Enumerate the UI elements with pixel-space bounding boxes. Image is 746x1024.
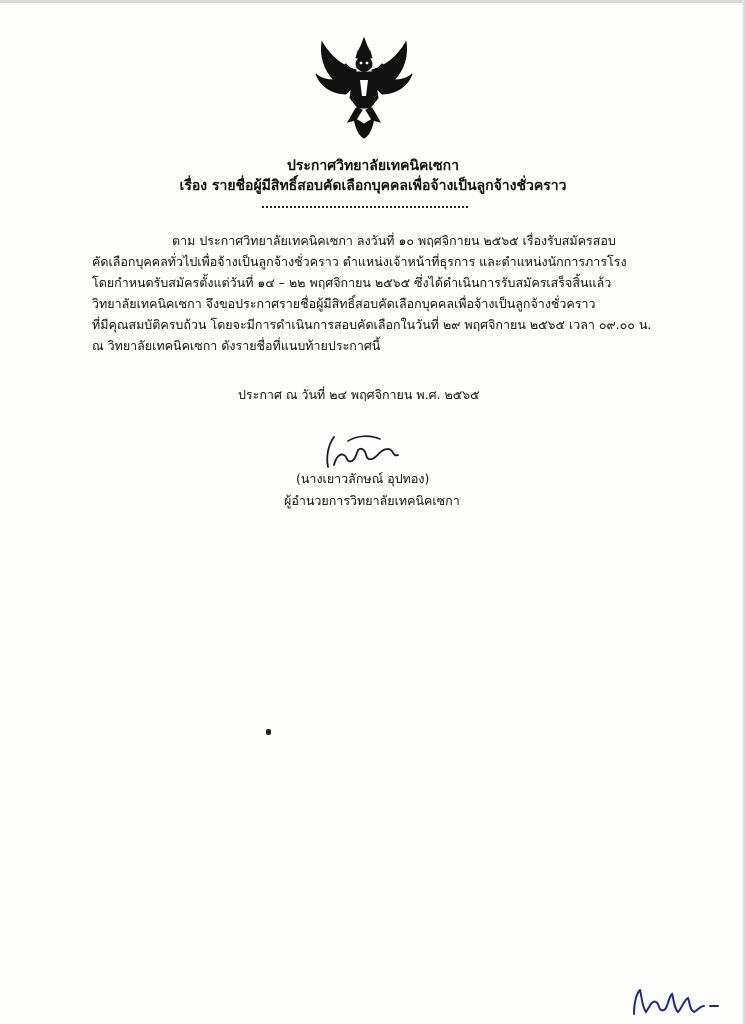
scan-edge-right xyxy=(742,0,746,1024)
announcement-title: ประกาศวิทยาลัยเทคนิคเซกา xyxy=(286,158,460,174)
initials-icon xyxy=(628,984,724,1020)
announcement-date: ประกาศ ณ วันที่ ๒๔ พฤศจิกายน พ.ศ. ๒๕๖๕ xyxy=(238,387,480,402)
body-line-3: โดยกำหนดรับสมัครตั้งแต่วันที่ ๑๔ – ๒๒ พฤศจิกายน ๒๕๖๕ ซึ่งได้ดำเนินการรับสมัครเสร็จสิ้นแล้ว xyxy=(92,275,612,290)
announcement-subject: เรื่อง รายชื่อผู้มีสิทธิ์สอบคัดเลือกบุคคลเพื่อจ้างเป็นลูกจ้างชั่วคราว xyxy=(179,178,567,194)
body-line-1: ตาม ประกาศวิทยาลัยเทคนิคเซกา ลงวันที่ ๑๐ พฤศจิกายน ๒๕๖๕ เรื่องรับสมัครสอบ xyxy=(172,233,616,248)
signature-icon xyxy=(318,427,408,475)
scan-edge-top xyxy=(0,0,746,3)
scan-speck xyxy=(266,729,271,735)
signer-position: ผู้อำนวยการวิทยาลัยเทคนิคเซกา xyxy=(284,493,460,508)
dotted-divider xyxy=(262,206,468,208)
garuda-emblem-icon xyxy=(312,36,416,140)
body-line-2: คัดเลือกบุคคลทั่วไปเพื่อจ้างเป็นลูกจ้างชั่วคราว ตำแหน่งเจ้าหน้าที่ธุรการ และตำแหน่งนักการภารโรง xyxy=(92,254,627,269)
body-line-6: ณ วิทยาลัยเทคนิคเซกา ดังรายชื่อที่แนบท้ายประกาศนี้ xyxy=(92,338,381,353)
signer-name: (นางเยาวลักษณ์ อุปทอง) xyxy=(296,471,430,486)
body-line-5: ที่มีคุณสมบัติครบถ้วน โดยจะมีการดำเนินการสอบคัดเลือกในวันที่ ๒๙ พฤศจิกายน ๒๕๖๕ เวลา ๐๙.๐๐ น. xyxy=(92,317,652,332)
body-line-4: วิทยาลัยเทคนิคเซกา จึงขอประกาศรายชื่อผู้มีสิทธิ์สอบคัดเลือกบุคคลเพื่อจ้างเป็นลูกจ้างชั่วคราว xyxy=(92,296,596,311)
